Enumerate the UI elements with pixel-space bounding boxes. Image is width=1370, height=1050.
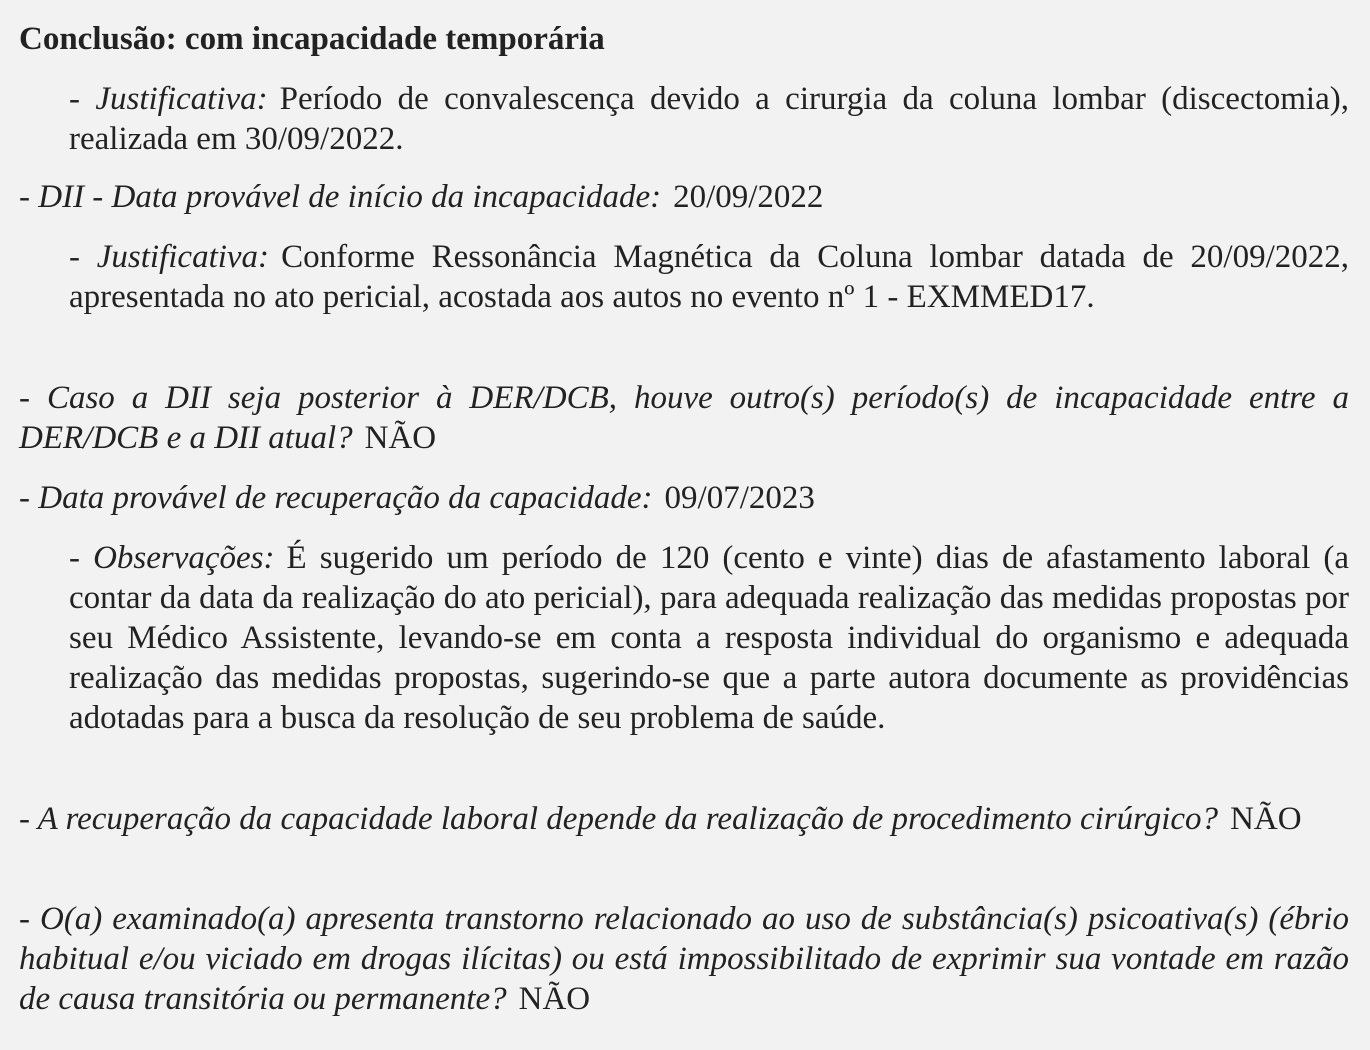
item-value: Conforme Ressonância Magnética da Coluna lombar datada de 20/09/2022, apresentada no ato pericial, acostada aos autos no evento nº 1 - EXMMED17. bbox=[69, 239, 1349, 315]
conclusion-title: Conclusão: com incapacidade temporária bbox=[19, 21, 605, 57]
justificativa-1 bbox=[69, 79, 1349, 159]
item-value: NÃO bbox=[364, 420, 437, 456]
observacoes bbox=[69, 538, 1349, 738]
item-label: - Caso a DII seja posterior à DER/DCB, houve outro(s) período(s) de incapacidade entre a DER/DCB e a DII atual? bbox=[19, 380, 1349, 456]
item-value: 20/09/2022 bbox=[673, 179, 824, 215]
item-label: - Justificativa: bbox=[69, 81, 268, 117]
item-label: - O(a) examinado(a) apresenta transtorno relacionado ao uso de substância(s) psicoativa(s) (ébrio habitual e/ou viciado em drogas ilícitas) ou está impossibilitado de exprimir sua vontade em razão de causa transitória ou permanente? bbox=[19, 901, 1349, 1017]
outros-periodos-question bbox=[19, 378, 1349, 458]
item-label: - DII - Data provável de início da incapacidade: bbox=[19, 179, 662, 215]
item-value: NÃO bbox=[518, 981, 591, 1017]
procedimento-cirurgico-question bbox=[19, 799, 1349, 839]
item-label: - A recuperação da capacidade laboral depende da realização de procedimento cirúrgico? bbox=[19, 801, 1219, 837]
recuperacao-date bbox=[19, 478, 1349, 518]
item-label: - Data provável de recuperação da capacidade: bbox=[19, 480, 653, 516]
item-label: - Justificativa: bbox=[69, 239, 270, 275]
item-value: Período de convalescença devido a cirurgia da coluna lombar (discectomia), realizada em 30/09/2022. bbox=[69, 81, 1349, 157]
item-value: NÃO bbox=[1230, 801, 1302, 837]
justificativa-2 bbox=[69, 237, 1349, 317]
item-label: - Observações: bbox=[69, 540, 275, 576]
dii-date bbox=[19, 177, 1349, 217]
substancias-question bbox=[19, 899, 1349, 1019]
item-value: É sugerido um período de 120 (cento e vinte) dias de afastamento laboral (a contar da data da realização do ato pericial), para adequada realização das medidas propostas por seu Médico Assistente, levando-se em conta a resposta individual do organismo e adequada realização das medidas propostas, sugerindo-se que a parte autora documente as providências adotadas para a busca da resolução de seu problema de saúde. bbox=[69, 540, 1349, 736]
item-value: 09/07/2023 bbox=[664, 480, 815, 516]
